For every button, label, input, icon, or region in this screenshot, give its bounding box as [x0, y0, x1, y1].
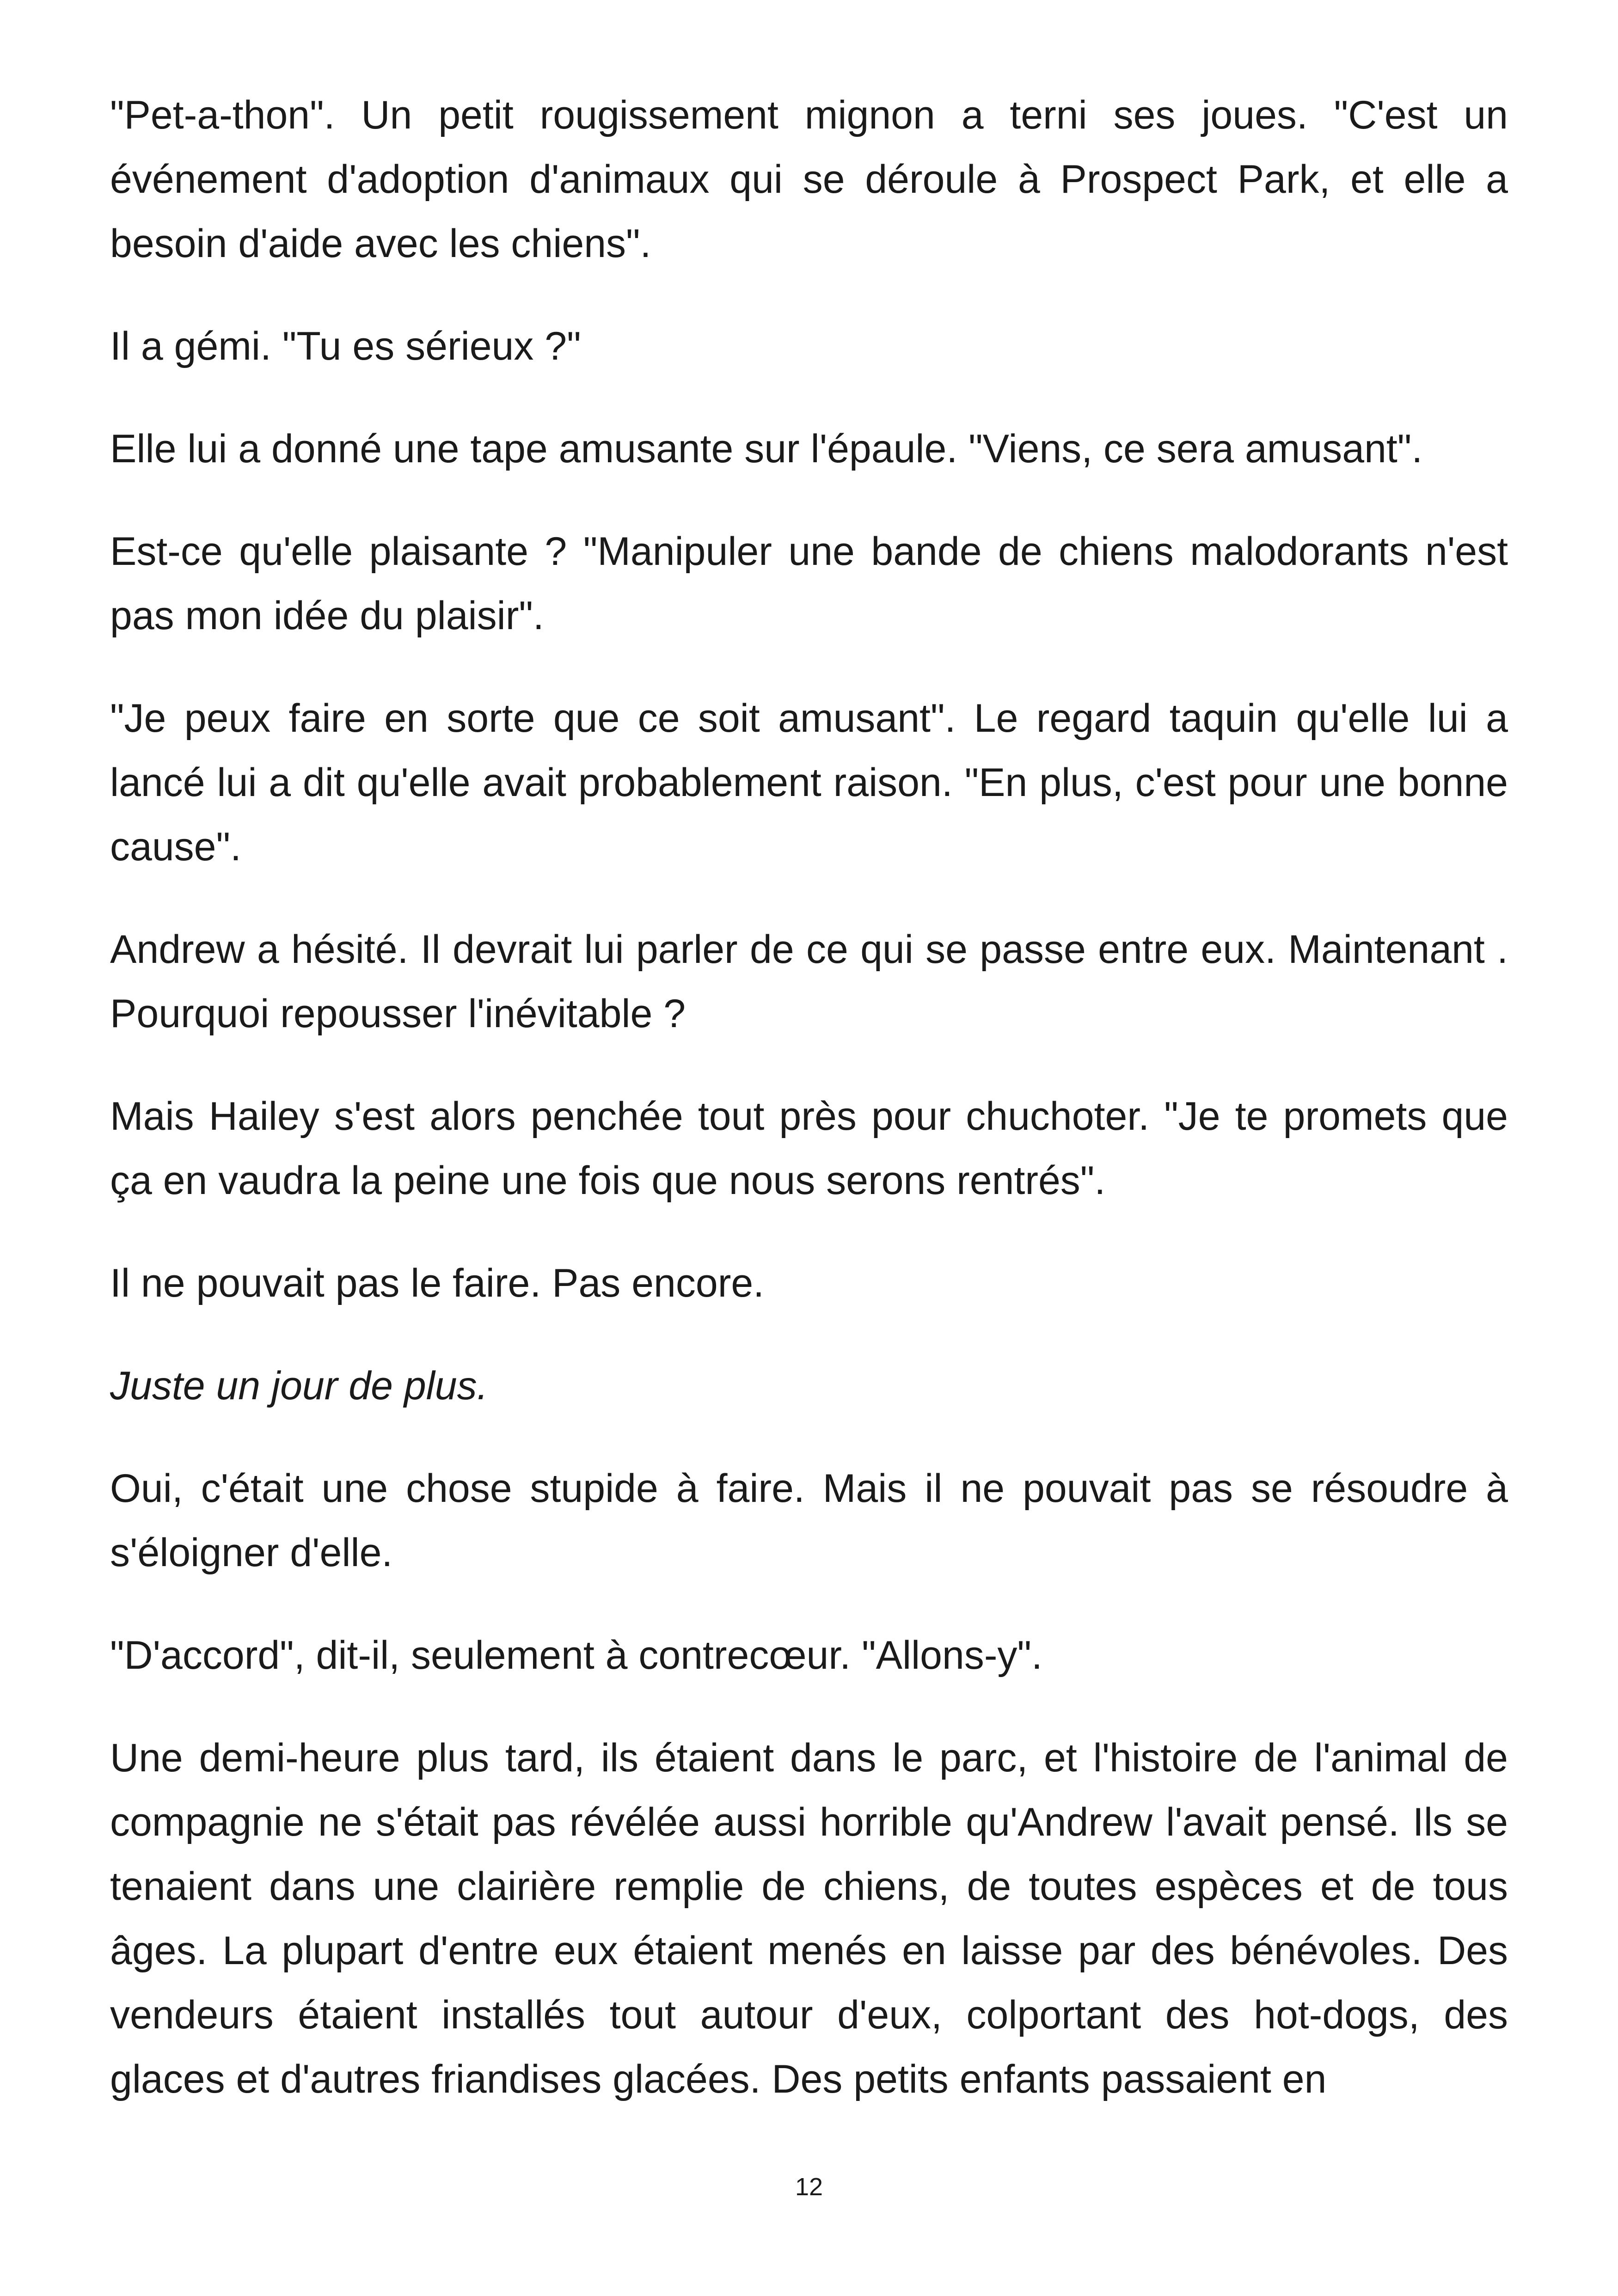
paragraph: "Je peux faire en sorte que ce soit amusant". Le regard taquin qu'elle lui a lancé lui a dit qu'elle avait probablement raison. "En plus, c'est pour une bonne cause".	[110, 696, 1508, 869]
page-number: 12	[795, 2173, 823, 2201]
paragraph: Andrew a hésité. Il devrait lui parler de ce qui se passe entre eux. Maintenant . Pourquoi repousser l'inévitable ?	[110, 927, 1508, 1036]
paragraph: Elle lui a donné une tape amusante sur l'épaule. "Viens, ce sera amusant".	[110, 427, 1423, 471]
italic-paragraph: Juste un jour de plus.	[110, 1364, 488, 1408]
paragraph: Mais Hailey s'est alors penchée tout près pour chuchoter. "Je te promets que ça en vaudra la peine une fois que nous serons rentrés".	[110, 1094, 1508, 1203]
paragraph: "D'accord", dit-il, seulement à contrecœur. "Allons-y".	[110, 1633, 1042, 1678]
paragraph: Est-ce qu'elle plaisante ? "Manipuler une bande de chiens malodorants n'est pas mon idée du plaisir".	[110, 529, 1508, 638]
paragraph: "Pet-a-thon". Un petit rougissement mignon a terni ses joues. "C'est un événement d'adoption d'animaux qui se déroule à Prospect Park, et elle a besoin d'aide avec les chiens".	[110, 93, 1508, 266]
paragraph: Une demi-heure plus tard, ils étaient dans le parc, et l'histoire de l'animal de compagnie ne s'était pas révélée aussi horrible qu'Andrew l'avait pensé. Ils se tenaient dans une clairière remplie de chiens, de toutes espèces et de tous âges. La plupart d'entre eux étaient menés en laisse par des bénévoles. Des vendeurs étaient installés tout autour d'eux, colportant des hot-dogs, des glaces et d'autres friandises glacées. Des petits enfants passaient en	[110, 1736, 1508, 2101]
paragraph: Il a gémi. "Tu es sérieux ?"	[110, 324, 581, 368]
paragraph: Il ne pouvait pas le faire. Pas encore.	[110, 1261, 765, 1305]
paragraph: Oui, c'était une chose stupide à faire. Mais il ne pouvait pas se résoudre à s'éloigner d'elle.	[110, 1466, 1508, 1575]
body-text	[110, 83, 1508, 2150]
